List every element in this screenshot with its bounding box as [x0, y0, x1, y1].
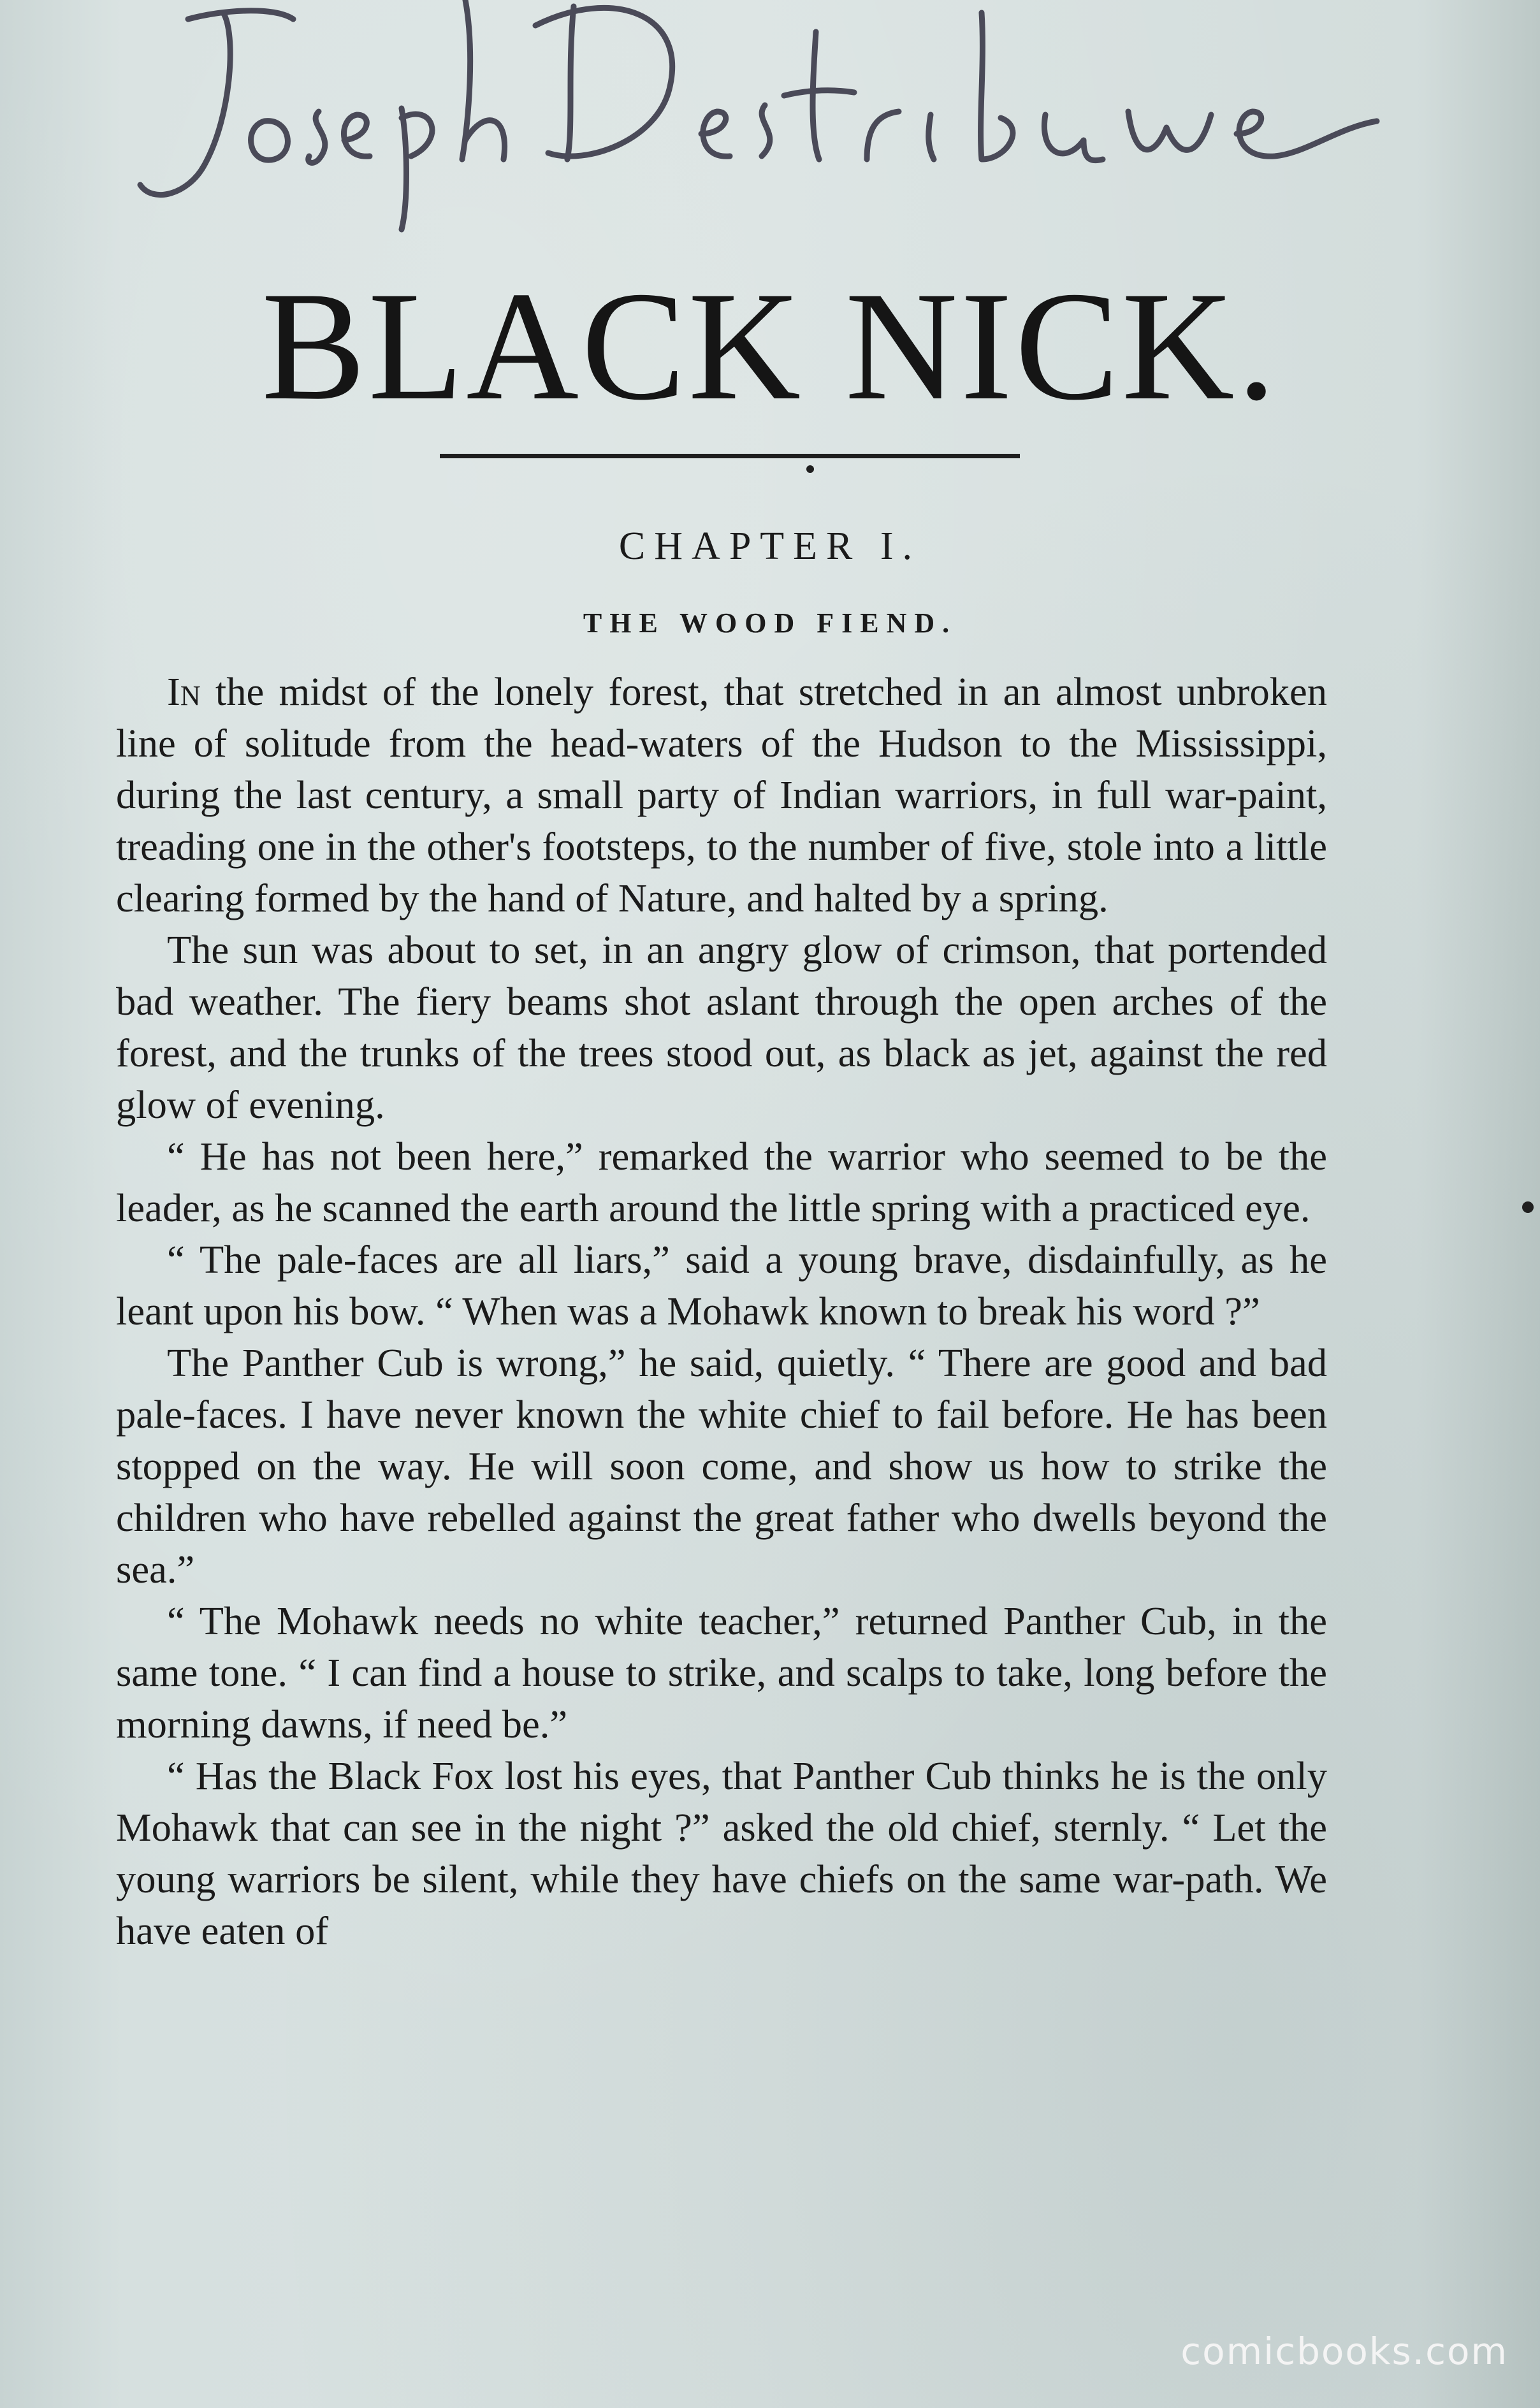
signature-drawing: [127, 0, 1540, 242]
paragraph-text: “ The Mohawk needs no white teacher,” returned Panther Cub, in the same tone. “ I can find a house to strike, and scalps to take, long before the morning dawns, if need be.”: [116, 1599, 1327, 1746]
watermark: comicbooks.com: [1180, 2330, 1508, 2373]
paragraph-text: The sun was about to set, in an angry glow of crimson, that portended bad weather. The fiery beams shot aslant through the open arches of the forest, and the trunks of the trees stood out, as black as jet, against the red glow of evening.: [116, 927, 1327, 1127]
paragraph: [116, 666, 1327, 924]
chapter-subtitle: THE WOOD FIEND.: [583, 607, 957, 639]
paragraph: [116, 1234, 1327, 1337]
paragraph-text: “ He has not been here,” remarked the warrior who seemed to be the leader, as he scanned the earth around the little spring with a practiced eye.: [116, 1134, 1327, 1230]
paragraph-text: “ Has the Black Fox lost his eyes, that Panther Cub thinks he is the only Mohawk that can see in the night ?” asked the old chief, sternly. “ Let the young warriors be silent, while they have chiefs on the same war-path. We have eaten of: [116, 1753, 1327, 1953]
paragraph: [116, 924, 1327, 1131]
paragraph-text: the midst of the lonely forest, that stretched in an almost unbroken line of solitude from the head-waters of the Hudson to the Mississippi, during the last century, a small party of Indian warriors, in full war-paint, treading one in the other's footsteps, to the number of five, stole into a little clearing formed by the hand of Nature, and halted by a spring.: [116, 669, 1327, 920]
body-text: [116, 666, 1327, 1957]
handwritten-signature: [127, 0, 1540, 242]
chapter-heading: CHAPTER I.: [618, 525, 922, 568]
ink-speck: [1522, 1201, 1534, 1213]
paragraph: [116, 1595, 1327, 1750]
paragraph-lead-word: In: [167, 669, 201, 714]
paragraph: [116, 1131, 1327, 1234]
paragraph: [116, 1750, 1327, 1957]
paragraph: [116, 1337, 1327, 1595]
title-rule: [440, 454, 1020, 458]
paragraph-text: The Panther Cub is wrong,” he said, quietly. “ There are good and bad pale-faces. I have never known the white chief to fail before. He has been stopped on the way. He will soon come, and show us how to strike the children who have rebelled against the great father who dwells beyond the sea.”: [116, 1340, 1327, 1592]
ink-speck: [806, 465, 814, 473]
paragraph-text: “ The pale-faces are all liars,” said a young brave, disdainfully, as he leant upon his bow. “ When was a Mohawk known to break his word ?”: [116, 1237, 1327, 1333]
book-title: BLACK NICK.: [261, 259, 1279, 432]
